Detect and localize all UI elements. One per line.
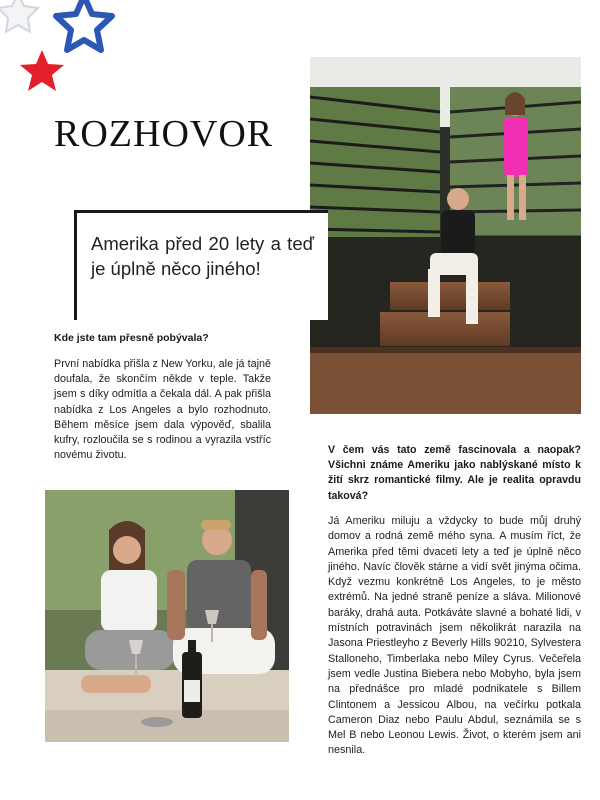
question-2: V čem vás tato země fascinovala a naopak? Všichni známe Ameriku jako nablýskané místo k žití skrz romantické filmy. Ale je realita opravdu taková? — [328, 444, 581, 502]
couple-wine-photo — [45, 490, 289, 742]
white-star-icon — [0, 0, 38, 32]
page-title: ROZHOVOR — [54, 113, 274, 155]
pull-quote-box — [74, 210, 328, 320]
pull-quote: Amerika před 20 lety a teď je úplně něco jiného! — [91, 233, 314, 279]
answer-1: První nabídka přišla z New Yorku, ale já tajně doufala, že skončím někde v teple. Takže jsem s díky odmítla a čekala dál. A pak přišla nabídka z Los Angeles a bylo rozhodnuto. Během měsíce jsem dala výpověď, sbalila kufry, rozloučila se s rodinou a vyrazila vstříc novému životu. — [54, 358, 271, 462]
question-1: Kde jste tam přesně pobývala? — [54, 332, 209, 344]
decorative-stars — [0, 0, 140, 110]
red-star-icon — [20, 50, 64, 91]
staircase-photo — [310, 57, 581, 414]
blue-star-icon — [56, 0, 112, 50]
answer-2: Já Ameriku miluju a vždycky to bude můj druhý domov a rodná země mého syna. A musím říct, že Amerika před těmi dvaceti lety a teď je úplně něco jiného. Navíc člověk stárne a vidí svět jinýma očima. Když vezmu konkrétně Los Angeles, to je město extrémů. Na jedné straně peníze a sláva. Milionové baráky, drahá auta. Potkáváte slavné a bohaté lidi, v místních potravinách jsem několikrát narazila na Jasona Priestleyho z Beverly Hills 90210, Sylvestera Stalloneho, Timberlaka nebo Miley Cyrus. Večeřela jsem vedle Justina Biebera nebo Mobyho, byla jsem na přednášce pro mladé podnikatele s Billem Clintonem a Jessicou Albou, na večírku potkala Cameron Diaz nebo Paulu Abdul, seznámila se s Mel B nebo Leonou Lewis. Život, o kterém jsem ani nesnila. — [328, 515, 581, 757]
